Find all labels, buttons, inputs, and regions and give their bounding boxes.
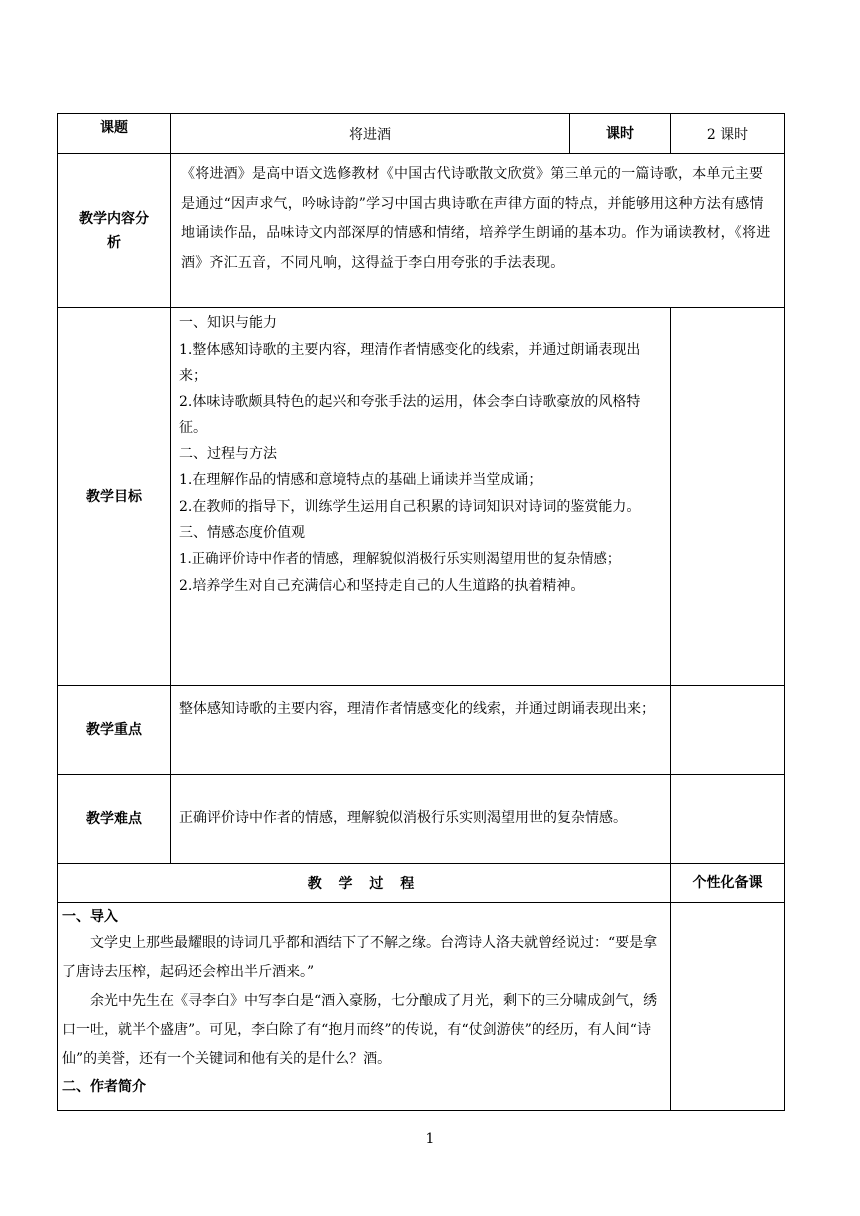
objective-line: 2.体味诗歌颇具特色的起兴和夸张手法的运用，体会李白诗歌豪放的风格特征。 (179, 393, 641, 436)
objective-line: 1.整体感知诗歌的主要内容，理清作者情感变化的线索，并通过朗诵表现出来； (179, 341, 641, 384)
objectives-blank-cell (671, 308, 785, 686)
objectives-label: 教学目标 (58, 308, 171, 686)
difficulties-blank-cell (671, 775, 785, 864)
difficulties-label: 教学难点 (58, 775, 171, 864)
section-author-title: 二、作者简介 (62, 1079, 146, 1095)
objectives-row (58, 308, 785, 686)
key-points-label: 教学重点 (58, 686, 171, 775)
key-points-text: 整体感知诗歌的主要内容，理清作者情感变化的线索，并通过朗诵表现出来； (171, 686, 671, 775)
objective-line: 一、知识与能力 (179, 315, 277, 331)
difficulties-row (58, 775, 785, 864)
key-points-row (58, 686, 785, 775)
process-header-row (58, 864, 785, 903)
lesson-plan-table (57, 113, 785, 1111)
objective-line: 1.在理解作品的情感和意境特点的基础上诵读并当堂成诵； (179, 472, 543, 488)
hours-value: 2 课时 (671, 114, 785, 154)
title-row (58, 114, 785, 154)
intro-paragraph-2: 余光中先生在《寻李白》中写李白是“酒入豪肠，七分酿成了月光，剩下的三分啸成剑气，绣口一吐，就半个盛唐”。可见，李白除了有“抱月而终”的传说，有“仗剑游侠”的经历，有人间“诗仙”的美誉，还有一个关键词和他有关的是什么？酒。 (62, 993, 658, 1067)
content-analysis-text: 《将进酒》是高中语文选修教材《中国古代诗歌散文欣赏》第三单元的一篇诗歌，本单元主要是通过“因声求气，吟咏诗韵”学习中国古典诗歌在声律方面的特点，并能够用这种方法有感情地诵读作品，品味诗文内部深厚的情感和情绪，培养学生朗诵的基本功。作为诵读教材，《将进酒》齐汇五音，不同凡响，这得益于李白用夸张的手法表现。 (171, 154, 785, 308)
content-analysis-label: 教学内容分析 (79, 210, 149, 251)
hours-label: 课时 (570, 114, 671, 154)
difficulties-text: 正确评价诗中作者的情感，理解貌似消极行乐实则渴望用世的复杂情感。 (171, 775, 671, 864)
title-label: 课题 (58, 114, 171, 154)
process-heading: 教 学 过 程 (58, 864, 671, 903)
section-intro-title: 一、导入 (62, 909, 118, 925)
content-analysis-row (58, 154, 785, 308)
process-content (58, 903, 671, 1111)
objective-line: 2.在教师的指导下，训练学生运用自己积累的诗词知识对诗词的鉴赏能力。 (179, 498, 641, 515)
intro-paragraph-1: 文学史上那些最耀眼的诗词几乎都和酒结下了不解之缘。台湾诗人洛夫就曾经说过：“要是拿了唐诗去压榨，起码还会榨出半斤酒来。” (62, 935, 658, 980)
page-number: 1 (425, 1131, 435, 1147)
objective-line: 2.培养学生对自己充满信心和坚持走自己的人生道路的执着精神。 (179, 578, 585, 594)
objective-line: 1.正确评价诗中作者的情感，理解貌似消极行乐实则渴望用世的复杂情感； (179, 551, 621, 567)
objectives-content (171, 308, 671, 686)
objective-line: 二、过程与方法 (179, 445, 277, 462)
key-points-blank-cell (671, 686, 785, 775)
title-value: 将进酒 (171, 114, 570, 154)
process-row (58, 903, 785, 1111)
personal-prep-heading: 个性化备课 (671, 864, 785, 903)
personal-prep-blank-cell (671, 903, 785, 1111)
objective-line: 三、情感态度价值观 (179, 525, 305, 541)
